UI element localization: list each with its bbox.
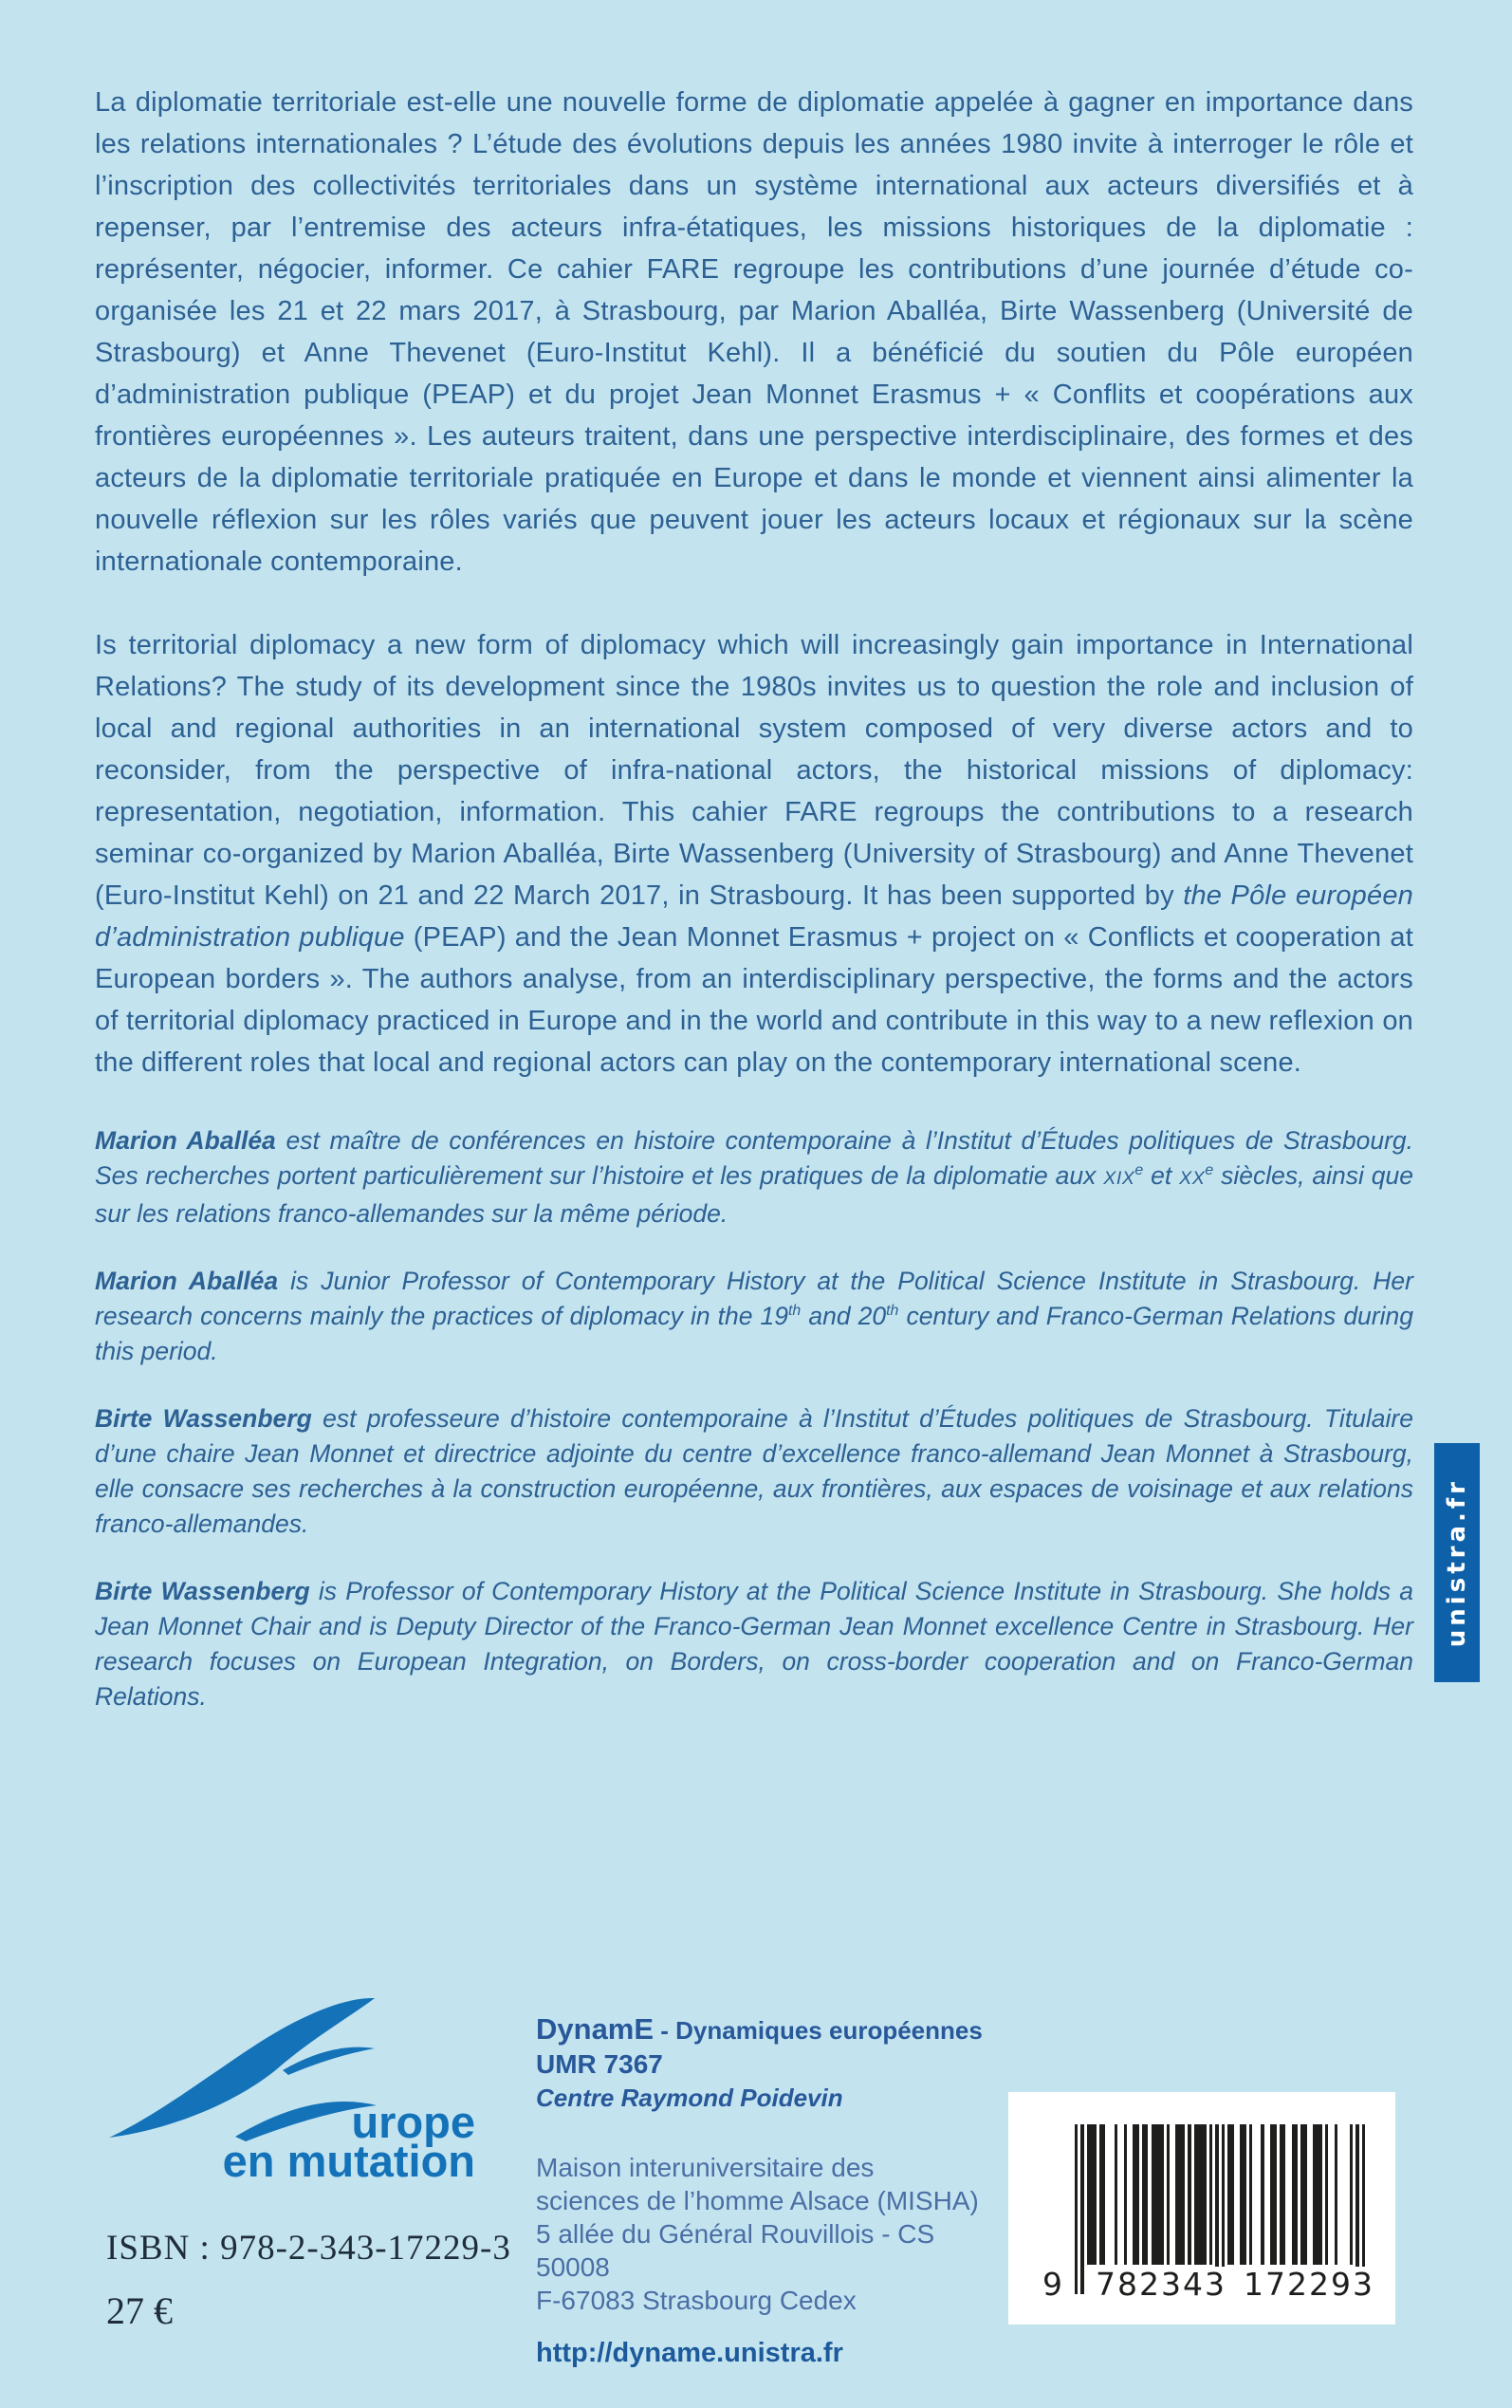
main-paragraph-english: Is territorial diplomacy a new form of diplomacy which will increasingly gain importance in International Relations? The study of its development since the 1980s invites us to question the role and inclusion of local and regional authorities in an international system composed of very diverse actors and to reconsider, from the perspective of infra-national actors, the historical missions of diplomacy: representation, negotiation, information. This cahier FARE regroups the contributions to a research seminar co-organized by Marion Aballéa, Birte Wassenberg (University of Strasbourg) and Anne Thevenet (Euro-Institut Kehl) on 21 and 22 March 2017, in Strasbourg. It has been supported by the Pôle européen d’administration publique (PEAP) and the Jean Monnet Erasmus + project on « Conflicts et cooperation at European borders ». The authors analyse, from an interdisciplinary perspective, the forms and the actors of territorial diplomacy practiced in Europe and in the world and contribute in this way to a new reflexion on the different roles that local and regional actors can play on the contemporary international scene. — [95, 630, 1413, 1078]
lab-address-line: sciences de l’homme Alsace (MISHA) — [536, 2186, 979, 2215]
bio-birte-wassenberg-en: Birte Wassenberg is Professor of Contemporary History at the Political Science Institute in Strasbourg. She holds a Jean Monnet Chair and is Deputy Director of the Franco-German Jean Monnet excellence Centre in Strasbourg. Her research focuses on European Integration, on Borders, on cross-border cooperation and on Franco-German Relations. — [95, 1577, 1413, 1711]
barcode-digits-left: 782343 — [1096, 2266, 1226, 2303]
lab-title — [536, 2013, 991, 2047]
copy-block — [95, 82, 1413, 1714]
lab-address-line: Maison interuniversitaire des — [536, 2153, 875, 2182]
logo-word-urope: urope — [351, 2097, 475, 2147]
lab-name: DynamE — [536, 2012, 655, 2046]
bio-marion-aballea-en: Marion Aballéa is Junior Professor of Contemporary History at the Political Science Institute in Strasbourg. Her research concerns mainly the practices of diplomacy in the 19th and 20th century and Franco-German Relations during this period. — [95, 1267, 1413, 1365]
lab-url: http://dyname.unistra.fr — [536, 2338, 843, 2368]
lab-address — [536, 2151, 991, 2317]
logo-swoosh-large-icon — [109, 1998, 375, 2138]
barcode-digits-right: 172293 — [1244, 2266, 1374, 2303]
lab-name-suffix: - Dynamiques européennes — [654, 2016, 983, 2045]
lab-address-line: 5 allée du Général Rouvillois - CS 50008 — [536, 2219, 935, 2282]
unistra-badge — [1434, 1443, 1480, 1682]
europe-en-mutation-logo — [93, 1986, 491, 2185]
isbn-text: ISBN : 978-2-343-17229-3 — [106, 2229, 511, 2268]
lab-centre: Centre Raymond Poidevin — [536, 2084, 843, 2112]
logo-word-en-mutation: en mutation — [222, 2136, 475, 2185]
lab-umr: UMR 7367 — [536, 2049, 663, 2079]
lab-address-line: F-67083 Strasbourg Cedex — [536, 2286, 857, 2315]
barcode-digit-first: 9 — [1042, 2266, 1064, 2303]
lab-block — [536, 2013, 991, 2369]
bio-marion-aballea-fr: Marion Aballéa est maître de conférences en histoire contemporaine à l’Institut d’Études politiques de Strasbourg. Ses recherches portent particulièrement sur l’histoire et les pratiques de la diplomatie aux XIXe et XXe siècles, ainsi que sur les relations franco-allemandes sur la même période. — [95, 1126, 1414, 1228]
price-text: 27 € — [106, 2289, 173, 2332]
bio-birte-wassenberg-fr: Birte Wassenberg est professeure d’histoire contemporaine à l’Institut d’Études politiques de Strasbourg. Titulaire d’une chaire Jean Monnet et directrice adjointe du centre d’excellence franco-allemand Jean Monnet à Strasbourg, elle consacre ses recherches à la construction européenne, aux frontières, aux espaces de voisinage et aux relations franco-allemandes. — [95, 1404, 1413, 1538]
barcode — [1008, 2092, 1395, 2325]
unistra-badge-label: unistra.fr — [1443, 1477, 1471, 1648]
main-paragraph-french: La diplomatie territoriale est-elle une nouvelle forme de diplomatie appelée à gagner en importance dans les relations internationales ? L’étude des évolutions depuis les années 1980 invite à interroger le rôle et l’inscription des collectivités territoriales dans un système international aux acteurs diversifiés et à repenser, par l’entremise des acteurs infra-étatiques, les missions historiques de la diplomatie : représenter, négocier, informer. Ce cahier FARE regroupe les contributions d’une journée d’étude co-organisée les 21 et 22 mars 2017, à Strasbourg, par Marion Aballéa, Birte Wassenberg (Université de Strasbourg) et Anne Thevenet (Euro-Institut Kehl). Il a bénéficié du soutien du Pôle européen d’administration publique (PEAP) et du projet Jean Monnet Erasmus + « Conflits et coopérations aux frontières européennes ». Les auteurs traitent, dans une perspective interdisciplinaire, des formes et des acteurs de la diplomatie territoriale pratiquée en Europe et dans le monde et viennent ainsi alimenter la nouvelle réflexion sur les rôles variés que peuvent jouer les acteurs locaux et régionaux sur la scène internationale contemporaine. — [95, 87, 1413, 577]
